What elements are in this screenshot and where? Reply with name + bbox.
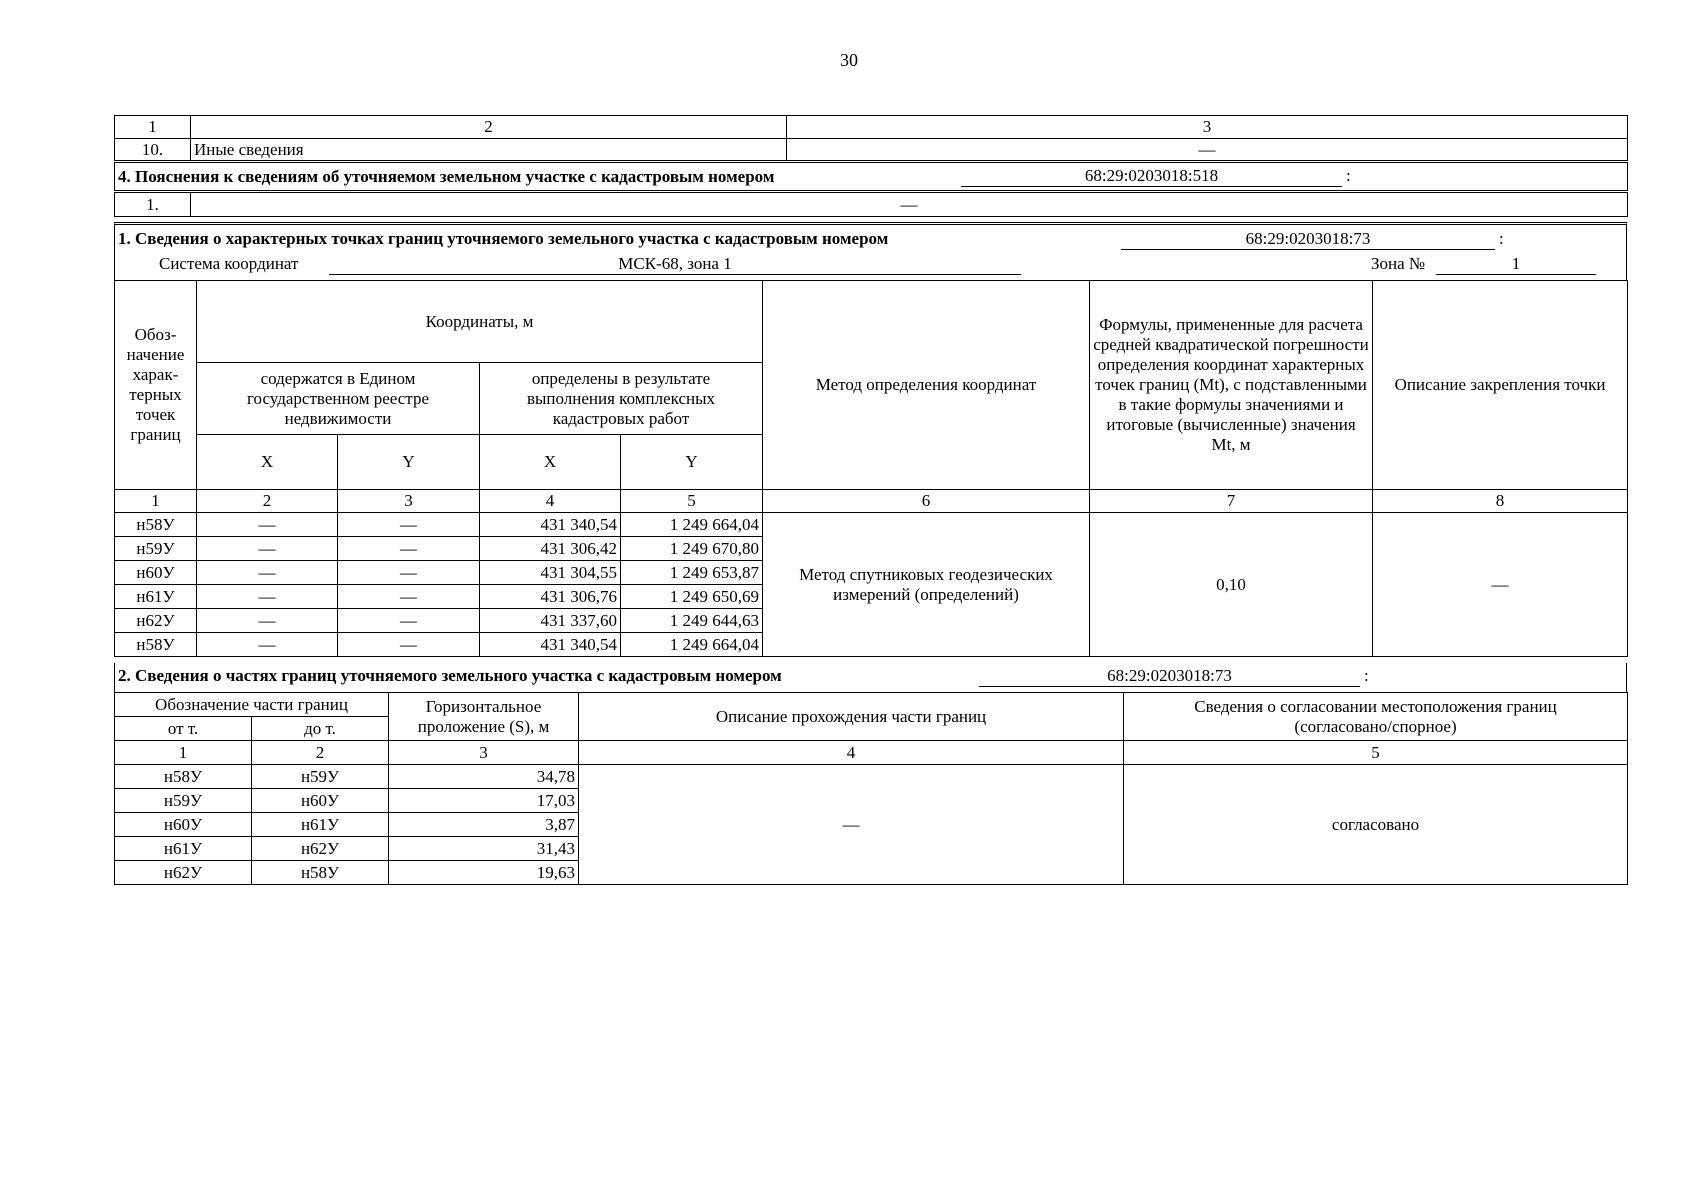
col-number: 5 — [621, 490, 763, 513]
col-number: 3 — [787, 116, 1628, 139]
part-from: н59У — [115, 789, 252, 813]
header-y: Y — [621, 435, 763, 490]
complex-x: 431 337,60 — [480, 609, 621, 633]
point-name: н58У — [115, 633, 197, 657]
part-from: н61У — [115, 837, 252, 861]
section2-colon: : — [1364, 666, 1369, 685]
complex-x: 431 304,55 — [480, 561, 621, 585]
part-from: н58У — [115, 765, 252, 789]
point-name: н62У — [115, 609, 197, 633]
egrn-x: — — [197, 513, 338, 537]
description-value: — — [579, 765, 1124, 885]
egrn-y: — — [338, 513, 480, 537]
header-agreement: Сведения о согласовании местоположения границ (согласовано/спорное) — [1124, 693, 1628, 741]
complex-y: 1 249 670,80 — [621, 537, 763, 561]
section4-header — [115, 162, 1628, 192]
col-number: 2 — [197, 490, 338, 513]
parts-table — [114, 692, 1628, 885]
part-to: н60У — [252, 789, 389, 813]
col-number: 4 — [480, 490, 621, 513]
zone-label: Зона № — [1371, 254, 1426, 273]
mt-value: 0,10 — [1090, 513, 1373, 657]
point-name: н60У — [115, 561, 197, 585]
point-name: н61У — [115, 585, 197, 609]
col-number: 1 — [115, 490, 197, 513]
header-egrn: содержатся в Едином государственном реестре недвижимости — [197, 363, 480, 435]
section1-title: 1. Сведения о характерных точках границ уточняемого земельного участка с кадастровым номером — [118, 229, 889, 248]
top-table — [114, 115, 1628, 217]
section4-cadnum: 68:29:0203018:518 — [961, 166, 1342, 187]
header-fixation: Описание закрепления точки — [1373, 281, 1628, 490]
table-row — [115, 513, 1628, 537]
section4-colon: : — [1346, 166, 1351, 185]
part-length: 34,78 — [389, 765, 579, 789]
table-row — [115, 765, 1628, 789]
points-table — [114, 280, 1628, 657]
point-name: н59У — [115, 537, 197, 561]
col-number: 3 — [389, 741, 579, 765]
complex-x: 431 306,42 — [480, 537, 621, 561]
col-number: 7 — [1090, 490, 1373, 513]
complex-y: 1 249 664,04 — [621, 513, 763, 537]
part-length: 17,03 — [389, 789, 579, 813]
header-x: X — [197, 435, 338, 490]
egrn-y: — — [338, 537, 480, 561]
coord-system-value: МСК-68, зона 1 — [329, 254, 1021, 275]
section1-cadnum: 68:29:0203018:73 — [1121, 229, 1495, 250]
complex-y: 1 249 644,63 — [621, 609, 763, 633]
complex-y: 1 249 664,04 — [621, 633, 763, 657]
header-description: Описание прохождения части границ — [579, 693, 1124, 741]
part-to: н61У — [252, 813, 389, 837]
egrn-x: — — [197, 633, 338, 657]
col-number: 2 — [252, 741, 389, 765]
row-number: 10. — [115, 139, 191, 162]
complex-x: 431 340,54 — [480, 513, 621, 537]
egrn-y: — — [338, 609, 480, 633]
egrn-x: — — [197, 561, 338, 585]
header-complex: определены в результате выполнения комплексных кадастровых работ — [480, 363, 763, 435]
complex-x: 431 340,54 — [480, 633, 621, 657]
header-designation: Обоз- начение харак- терных точек границ — [115, 281, 197, 490]
egrn-y: — — [338, 561, 480, 585]
header-method: Метод определения координат — [763, 281, 1090, 490]
header-x: X — [480, 435, 621, 490]
part-length: 19,63 — [389, 861, 579, 885]
egrn-x: — — [197, 585, 338, 609]
egrn-y: — — [338, 633, 480, 657]
section4-title: 4. Пояснения к сведениям об уточняемом земельном участке с кадастровым номером — [118, 166, 775, 186]
col-number: 5 — [1124, 741, 1628, 765]
col-number: 1 — [115, 116, 191, 139]
section2-header — [114, 663, 1627, 692]
part-length: 31,43 — [389, 837, 579, 861]
part-to: н58У — [252, 861, 389, 885]
col-number: 3 — [338, 490, 480, 513]
header-formulas: Формулы, примененные для расчета средней квадратической погрешности определения координат характерных точек границ (Mt), с подставленными в такие формулы значениями и итоговые (вычисленные) значения Mt, м — [1090, 281, 1373, 490]
egrn-y: — — [338, 585, 480, 609]
section2-cadnum: 68:29:0203018:73 — [979, 666, 1360, 687]
agreement-value: согласовано — [1124, 765, 1628, 885]
col-number: 2 — [191, 116, 787, 139]
complex-y: 1 249 650,69 — [621, 585, 763, 609]
header-length: Горизонтальное проложение (S), м — [389, 693, 579, 741]
section2-title: 2. Сведения о частях границ уточняемого земельного участка с кадастровым номером — [118, 666, 782, 685]
row-label: Иные сведения — [191, 139, 787, 162]
part-to: н62У — [252, 837, 389, 861]
point-name: н58У — [115, 513, 197, 537]
col-number: 6 — [763, 490, 1090, 513]
header-coords: Координаты, м — [197, 281, 763, 363]
zone-value: 1 — [1436, 254, 1596, 275]
egrn-x: — — [197, 609, 338, 633]
part-from: н62У — [115, 861, 252, 885]
part-length: 3,87 — [389, 813, 579, 837]
header-y: Y — [338, 435, 480, 490]
section1-colon: : — [1499, 229, 1504, 248]
col-number: 1 — [115, 741, 252, 765]
complex-x: 431 306,76 — [480, 585, 621, 609]
part-to: н59У — [252, 765, 389, 789]
header-to: до т. — [252, 717, 389, 741]
row-value: — — [787, 139, 1628, 162]
col-number: 8 — [1373, 490, 1628, 513]
col-number: 4 — [579, 741, 1124, 765]
header-part: Обозначение части границ — [115, 693, 389, 717]
fixation-value: — — [1373, 513, 1628, 657]
method-value: Метод спутниковых геодезических измерений (определений) — [763, 513, 1090, 657]
section1-header — [114, 222, 1627, 280]
page-number: 30 — [840, 50, 858, 70]
part-from: н60У — [115, 813, 252, 837]
coord-system-label: Система координат — [159, 254, 299, 273]
header-from: от т. — [115, 717, 252, 741]
egrn-x: — — [197, 537, 338, 561]
row-value: — — [191, 192, 1628, 217]
complex-y: 1 249 653,87 — [621, 561, 763, 585]
row-number: 1. — [115, 192, 191, 217]
